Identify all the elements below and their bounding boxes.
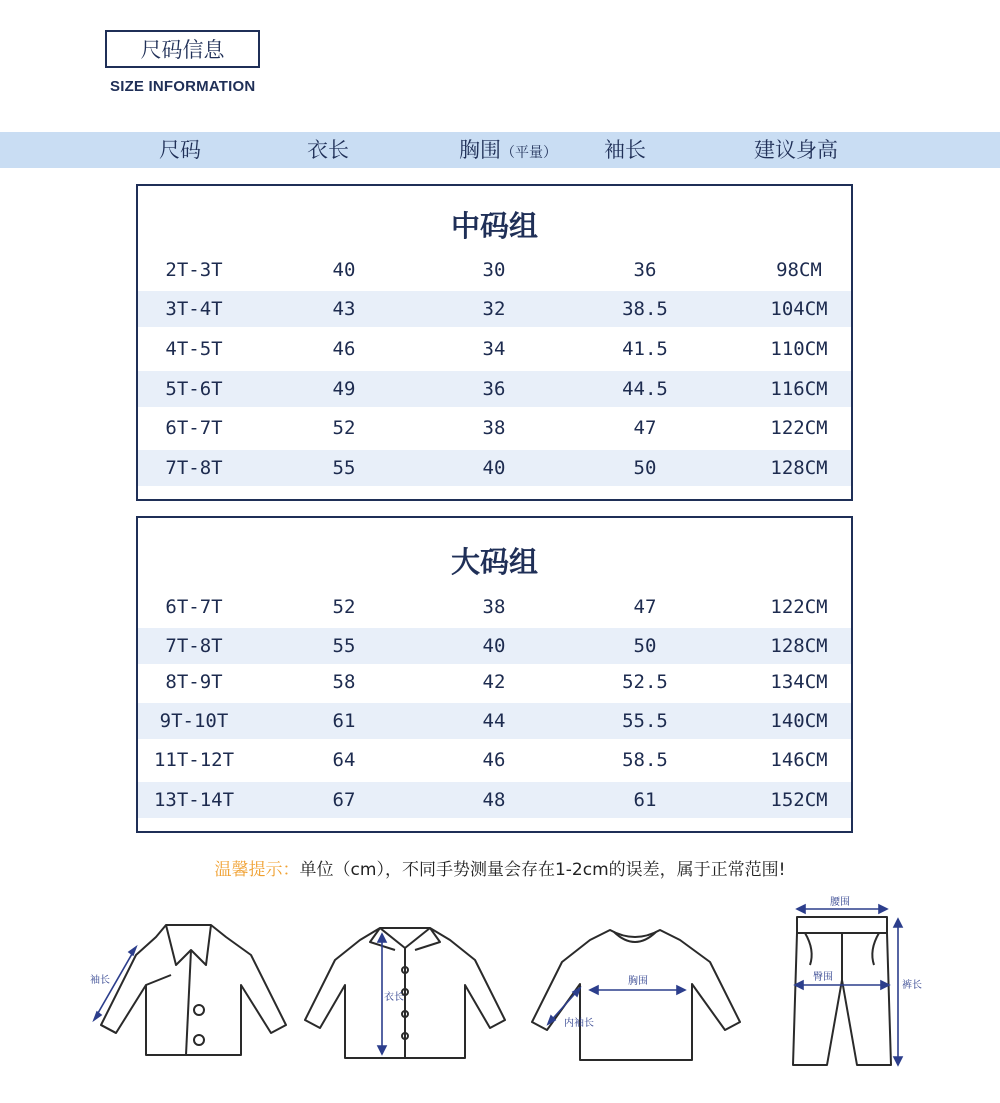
- cell-chest: 38: [482, 596, 506, 618]
- cell-chest: 46: [482, 749, 506, 771]
- pants-length-label: 裤长: [902, 980, 922, 991]
- coat-illustration: [76, 915, 296, 1065]
- cell-height: 98CM: [776, 259, 822, 281]
- group-title: 大码组: [450, 545, 538, 579]
- cell-sleeve: 38.5: [622, 298, 668, 320]
- cell-chest: 44: [482, 710, 506, 732]
- cell-chest: 38: [482, 417, 506, 439]
- pants-hip-label: 臀围: [813, 972, 833, 983]
- cell-size: 4T-5T: [165, 338, 223, 360]
- chest-label: 胸围: [459, 138, 501, 162]
- pants-illustration: [785, 895, 930, 1075]
- cell-sleeve: 41.5: [622, 338, 668, 360]
- cell-size: 5T-6T: [165, 378, 223, 400]
- cell-chest: 40: [482, 635, 506, 657]
- shirt-length-label: 衣长: [384, 992, 404, 1003]
- cell-length: 43: [332, 298, 356, 320]
- cell-chest: 40: [482, 457, 506, 479]
- cell-length: 64: [332, 749, 356, 771]
- table-row: [138, 782, 851, 818]
- cell-height: 128CM: [770, 635, 828, 657]
- cell-sleeve: 50: [633, 457, 657, 479]
- cell-chest: 30: [482, 259, 506, 281]
- cell-sleeve: 44.5: [622, 378, 668, 400]
- cell-height: 128CM: [770, 457, 828, 479]
- cell-chest: 32: [482, 298, 506, 320]
- cell-length: 55: [332, 635, 356, 657]
- measurement-tip: [0, 855, 1000, 880]
- cell-height: 146CM: [770, 749, 828, 771]
- pants-waist-label: 腰围: [830, 897, 850, 908]
- table-row: [138, 742, 851, 778]
- cell-chest: 36: [482, 378, 506, 400]
- table-row: [138, 291, 851, 327]
- cell-length: 58: [332, 671, 356, 693]
- column-header-band: [0, 132, 1000, 168]
- group-title: 中码组: [450, 209, 538, 243]
- cell-size: 11T-12T: [153, 749, 235, 771]
- cell-length: 61: [332, 710, 356, 732]
- cell-height: 140CM: [770, 710, 828, 732]
- cell-size: 7T-8T: [165, 635, 223, 657]
- cell-chest: 42: [482, 671, 506, 693]
- cell-sleeve: 52.5: [622, 671, 668, 693]
- cell-height: 152CM: [770, 789, 828, 811]
- cell-length: 67: [332, 789, 356, 811]
- column-header-length: 衣长: [307, 138, 349, 162]
- cell-height: 110CM: [770, 338, 828, 360]
- table-row: [138, 589, 851, 625]
- cell-length: 52: [332, 417, 356, 439]
- table-row: [138, 252, 851, 288]
- chest-note: （平量）: [501, 145, 557, 161]
- cell-size: 6T-7T: [165, 596, 223, 618]
- cell-size: 9T-10T: [159, 710, 229, 732]
- cell-sleeve: 55.5: [622, 710, 668, 732]
- cell-size: 6T-7T: [165, 417, 223, 439]
- cell-height: 116CM: [770, 378, 828, 400]
- table-row: [138, 450, 851, 486]
- title-box: [105, 30, 260, 68]
- cell-size: 7T-8T: [165, 457, 223, 479]
- column-header-size: 尺码: [159, 138, 201, 162]
- cell-sleeve: 58.5: [622, 749, 668, 771]
- sweater-inner-sleeve-label: 内袖长: [564, 1018, 594, 1029]
- table-row: [138, 664, 851, 700]
- cell-sleeve: 47: [633, 596, 657, 618]
- column-header-chest: [459, 132, 557, 168]
- cell-sleeve: 36: [633, 259, 657, 281]
- cell-chest: 48: [482, 789, 506, 811]
- coat-sleeve-label: 袖长: [90, 975, 110, 986]
- cell-length: 40: [332, 259, 356, 281]
- table-row: [138, 410, 851, 446]
- shirt-illustration: [300, 920, 515, 1065]
- cell-sleeve: 47: [633, 417, 657, 439]
- cell-height: 122CM: [770, 596, 828, 618]
- size-group-medium: [136, 184, 853, 501]
- tip-text: 单位（cm），不同手势测量会存在1-2cm的误差，属于正常范围!: [299, 860, 786, 880]
- page-title: 尺码信息: [140, 38, 225, 62]
- cell-size: 13T-14T: [153, 789, 235, 811]
- table-row: [138, 331, 851, 367]
- cell-sleeve: 61: [633, 789, 657, 811]
- size-group-large: [136, 516, 853, 833]
- cell-length: 55: [332, 457, 356, 479]
- column-header-sleeve: 袖长: [604, 138, 646, 162]
- cell-length: 46: [332, 338, 356, 360]
- cell-length: 49: [332, 378, 356, 400]
- page-subtitle: SIZE INFORMATION: [110, 78, 256, 95]
- cell-chest: 34: [482, 338, 506, 360]
- cell-size: 3T-4T: [165, 298, 223, 320]
- tip-label: 温馨提示：: [214, 860, 300, 880]
- cell-height: 122CM: [770, 417, 828, 439]
- sweater-chest-label: 胸围: [628, 976, 648, 987]
- cell-sleeve: 50: [633, 635, 657, 657]
- column-header-height: 建议身高: [754, 138, 838, 162]
- cell-length: 52: [332, 596, 356, 618]
- table-row: [138, 628, 851, 664]
- table-row: [138, 703, 851, 739]
- table-row: [138, 371, 851, 407]
- cell-size: 8T-9T: [165, 671, 223, 693]
- cell-height: 134CM: [770, 671, 828, 693]
- cell-size: 2T-3T: [165, 259, 223, 281]
- cell-height: 104CM: [770, 298, 828, 320]
- sweater-illustration: [530, 922, 745, 1067]
